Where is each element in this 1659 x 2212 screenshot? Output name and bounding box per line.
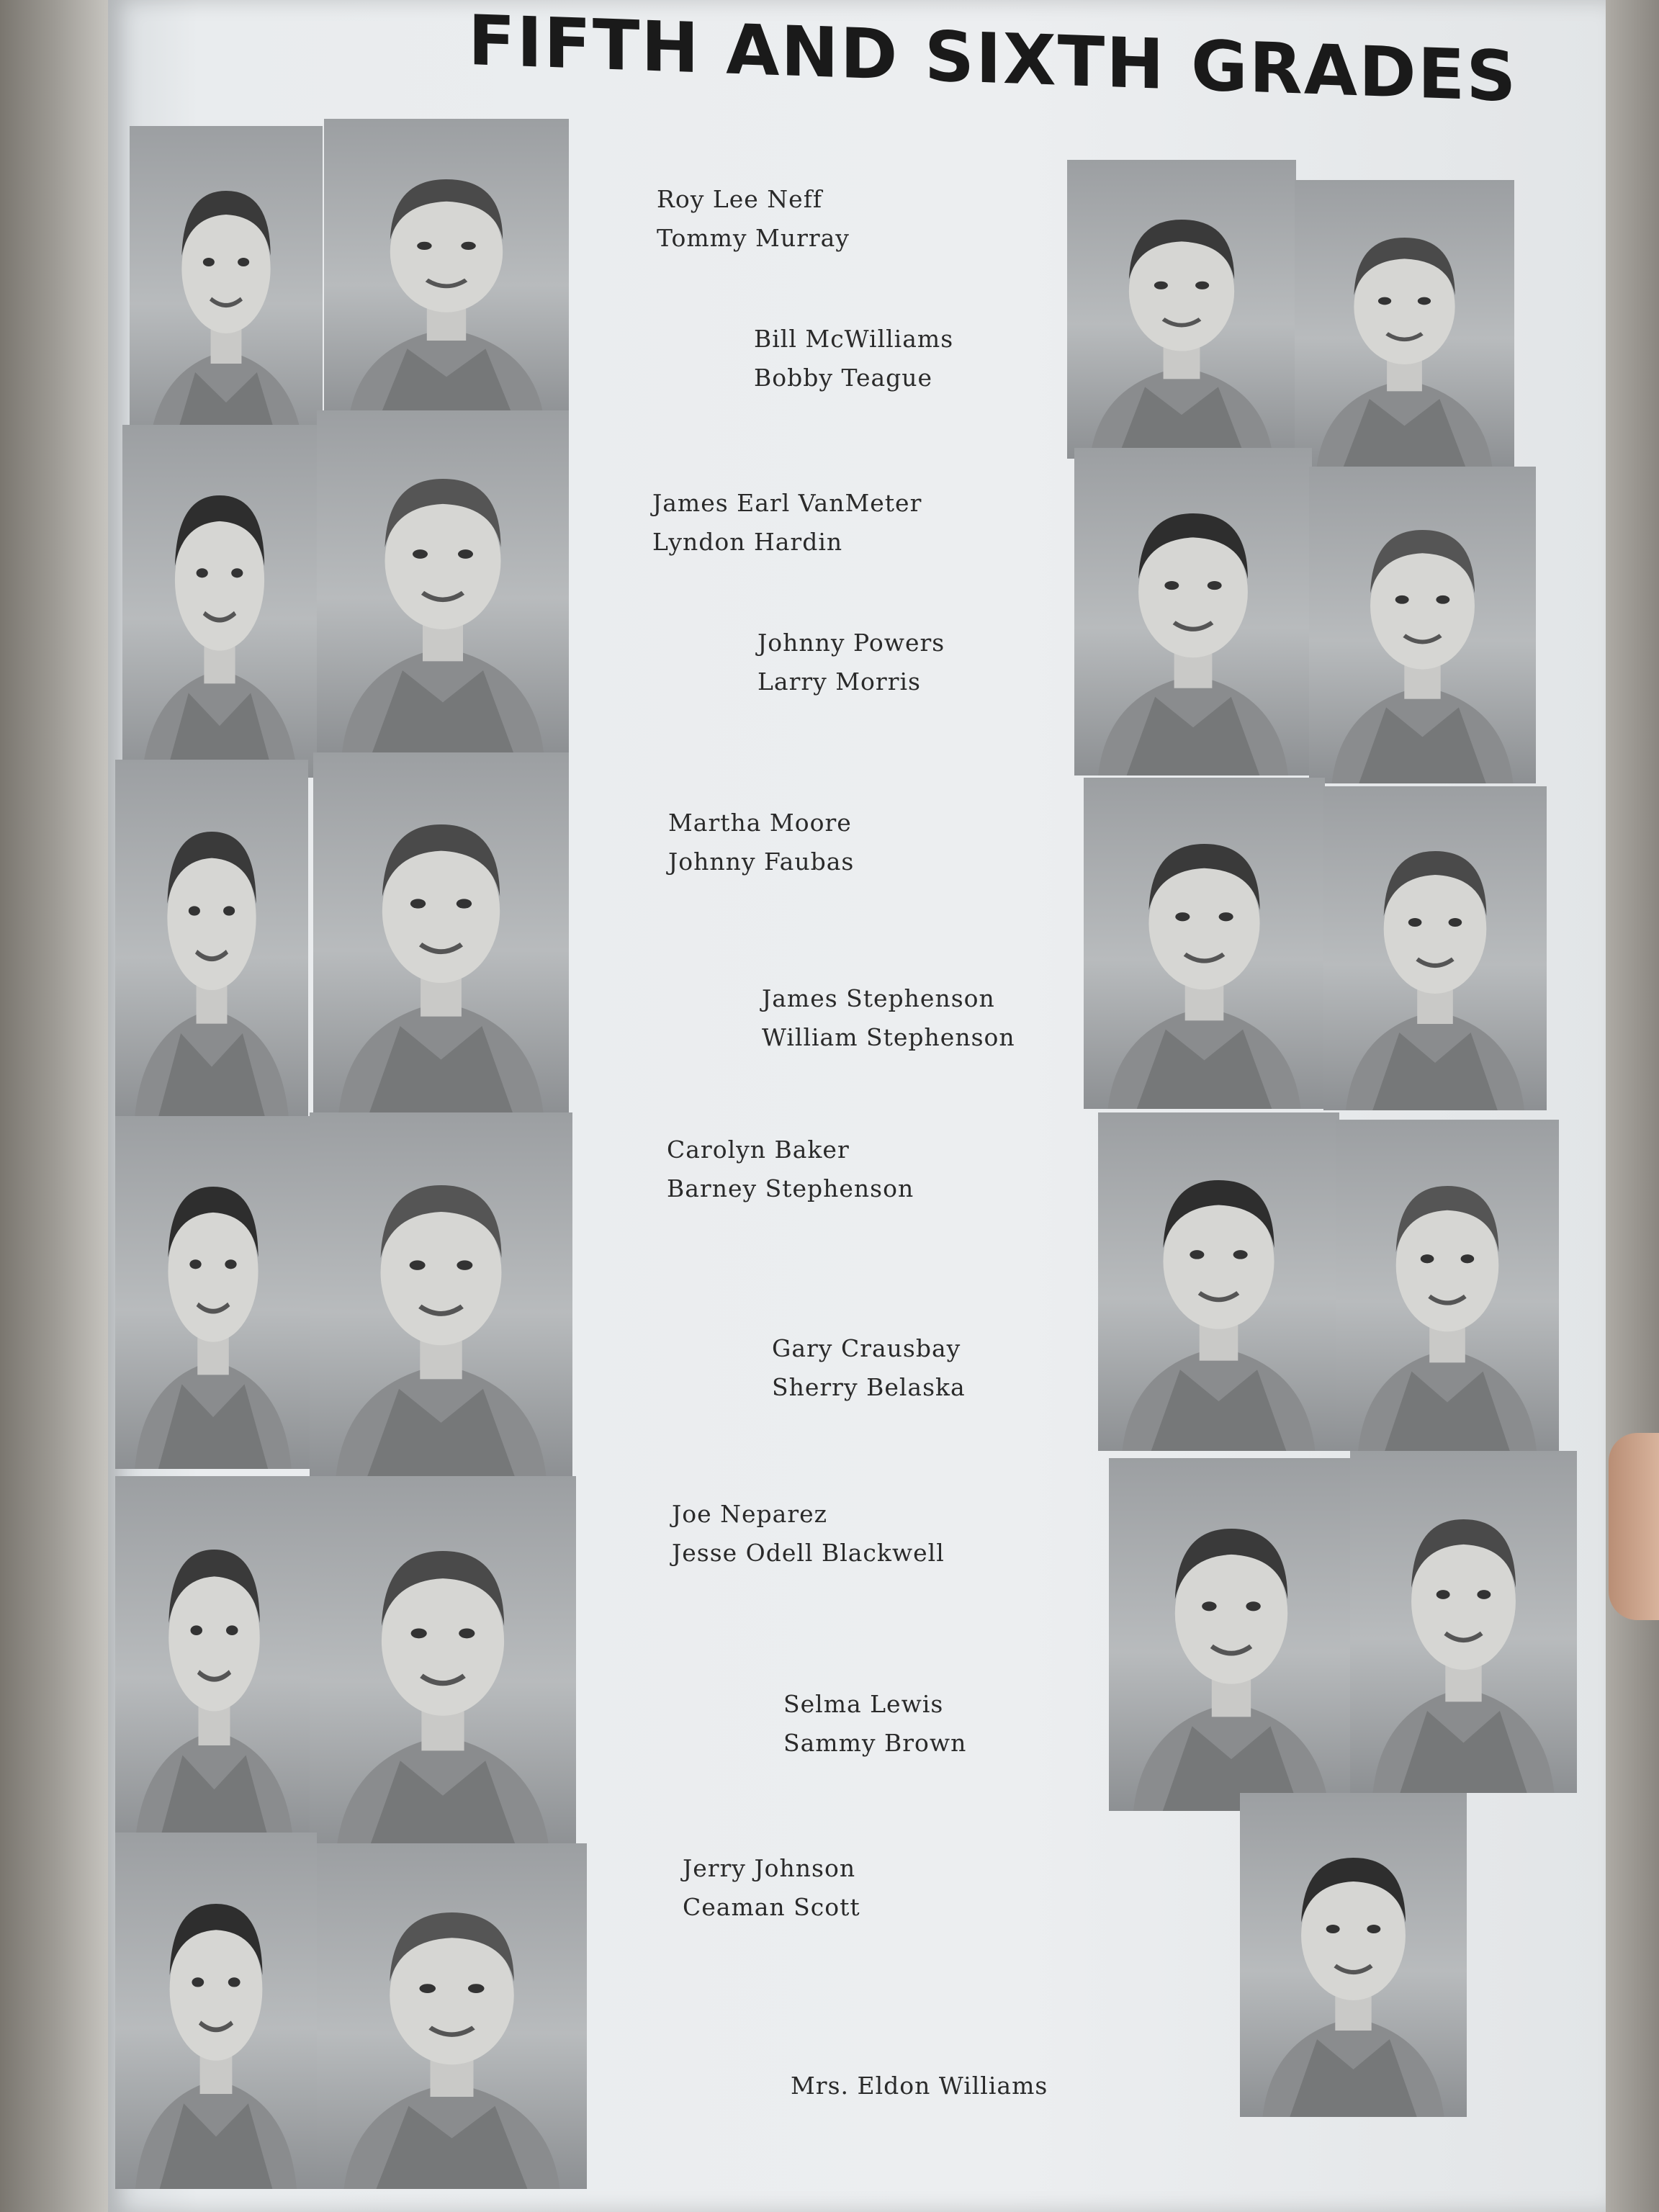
student-name: Bill McWilliams (754, 325, 954, 353)
student-name: Roy Lee Neff (657, 185, 823, 213)
caption-pair-6 (762, 979, 1015, 1057)
student-name: Bobby Teague (754, 364, 933, 392)
student-name: Johnny Faubas (668, 848, 855, 876)
student-portrait (310, 1112, 572, 1476)
caption-pair-4 (757, 624, 945, 701)
caption-pair-5 (668, 804, 854, 881)
caption-pair-9 (672, 1495, 945, 1573)
student-name: Selma Lewis (783, 1690, 944, 1718)
student-portrait (122, 425, 317, 778)
student-name: Barney Stephenson (667, 1174, 914, 1202)
student-portrait (1336, 1120, 1559, 1451)
student-portrait (1084, 778, 1325, 1109)
student-name: Jesse Odell Blackwell (672, 1539, 945, 1567)
caption-pair-10 (783, 1685, 966, 1763)
page-title: FIFTH AND SIXTH GRADES (468, 0, 1518, 117)
student-name: Johnny Powers (757, 629, 945, 657)
teacher-name: Mrs. Eldon Williams (791, 2072, 1048, 2100)
teacher-portrait (1240, 1793, 1467, 2117)
thumb-holding-page (1609, 1433, 1659, 1620)
student-portrait (1309, 467, 1536, 783)
student-name: Martha Moore (668, 809, 852, 837)
student-portrait (324, 119, 569, 421)
student-portrait (1074, 448, 1312, 775)
student-name: Sammy Brown (783, 1729, 967, 1757)
student-portrait (1323, 786, 1547, 1110)
student-name: James Earl VanMeter (652, 489, 922, 517)
student-portrait (310, 1476, 576, 1851)
student-portrait (317, 1843, 587, 2189)
student-portrait (1109, 1458, 1354, 1811)
student-portrait (313, 752, 569, 1112)
student-portrait (317, 410, 569, 752)
caption-pair-3 (652, 484, 922, 562)
student-portrait (1067, 160, 1296, 459)
student-name: William Stephenson (762, 1023, 1015, 1051)
student-name: Carolyn Baker (667, 1136, 850, 1164)
student-name: Joe Neparez (672, 1500, 828, 1528)
student-name: Tommy Murray (657, 224, 850, 252)
caption-pair-2 (754, 320, 953, 397)
student-portrait (115, 760, 308, 1120)
student-name: Sherry Belaska (772, 1373, 966, 1401)
student-name: Jerry Johnson (683, 1854, 856, 1882)
student-portrait (1098, 1112, 1339, 1451)
book-binding-left (0, 0, 108, 2212)
student-portrait (1295, 180, 1514, 468)
student-name: Gary Crausbay (772, 1334, 961, 1362)
student-portrait (115, 1116, 311, 1469)
caption-pair-7 (667, 1130, 914, 1208)
student-name: Lyndon Hardin (652, 528, 843, 556)
student-portrait (1350, 1451, 1577, 1793)
student-name: James Stephenson (762, 984, 995, 1012)
student-name: Ceaman Scott (683, 1893, 860, 1921)
student-portrait (130, 126, 323, 450)
caption-pair-8 (772, 1329, 966, 1407)
student-portrait (115, 1476, 313, 1843)
student-portrait (115, 1833, 317, 2189)
caption-pair-1 (657, 180, 850, 258)
student-name: Larry Morris (757, 667, 921, 696)
caption-pair-11 (683, 1849, 860, 1927)
teacher-caption (791, 2067, 1048, 2105)
